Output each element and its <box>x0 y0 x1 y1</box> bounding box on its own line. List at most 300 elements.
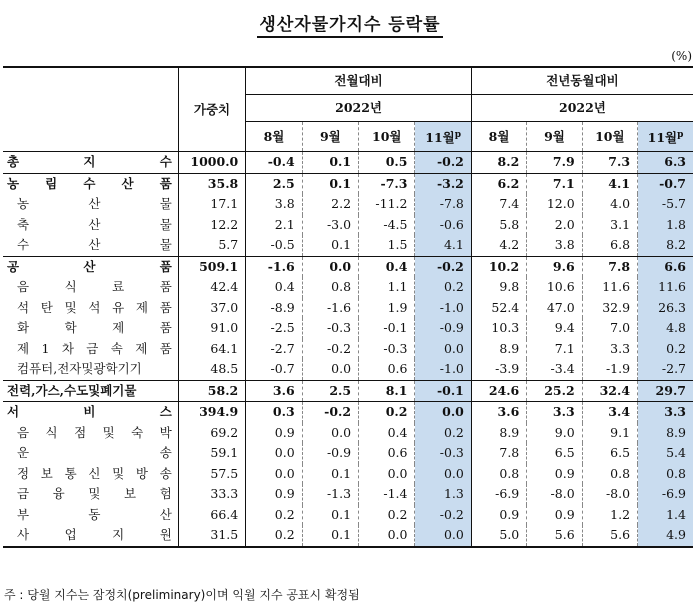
yoy-cell: 0.8 <box>471 464 526 485</box>
weight-cell: 57.5 <box>178 464 245 485</box>
yoy-cell: 9.1 <box>582 423 637 444</box>
mom-cell: -0.4 <box>246 152 302 174</box>
month-label: 10월 <box>595 128 625 144</box>
row-label <box>3 423 178 444</box>
yoy-cell: 9.0 <box>527 423 582 444</box>
weight-cell: 394.9 <box>178 402 245 423</box>
row-label <box>3 298 178 319</box>
yoy-cell: 52.4 <box>471 298 526 319</box>
row-label-part: 컴퓨터,전자및광학기기 <box>17 361 142 377</box>
mom-cell: -0.3 <box>302 318 358 339</box>
mom-cell: -0.2 <box>302 402 358 423</box>
row-label-part: 숙 <box>131 424 144 440</box>
mom-cell: -0.5 <box>246 235 302 256</box>
yoy-cell: 3.3 <box>527 402 582 423</box>
row-label-part: 축 <box>17 216 30 232</box>
row-label-part: 험 <box>159 486 172 502</box>
yoy-cell: 1.8 <box>638 215 693 236</box>
mom-cell: 0.6 <box>359 359 415 380</box>
mom-cell: -0.9 <box>415 318 471 339</box>
month-label: 9월 <box>544 128 565 144</box>
mom-cell: -0.7 <box>246 359 302 380</box>
header-yoy: 전년동월대비 <box>471 67 693 95</box>
yoy-cell: 24.6 <box>471 380 526 402</box>
row-label-part: 융 <box>52 486 65 502</box>
yoy-cell: 29.7 <box>638 380 693 402</box>
row-label-part: 물 <box>159 216 172 232</box>
row-label <box>3 194 178 215</box>
row-label <box>3 402 178 423</box>
row-label-part: 산 <box>88 196 101 212</box>
yoy-cell: 1.4 <box>638 505 693 526</box>
mom-cell: 0.0 <box>302 359 358 380</box>
row-label-part: 공 <box>7 258 20 274</box>
mom-cell: 4.1 <box>415 235 471 256</box>
mom-cell: 0.0 <box>415 402 471 423</box>
row-label <box>3 256 178 277</box>
row-label-part: 비 <box>83 404 96 420</box>
yoy-month-1 <box>471 122 526 152</box>
weight-cell: 12.2 <box>178 215 245 236</box>
yoy-cell: 7.1 <box>527 339 582 360</box>
yoy-cell: 7.0 <box>582 318 637 339</box>
mom-cell: -2.5 <box>246 318 302 339</box>
yoy-cell: 6.5 <box>582 443 637 464</box>
row-label-part: 스 <box>159 404 172 420</box>
yoy-cell: 6.2 <box>471 173 526 194</box>
row-label-part: 수 <box>17 237 30 253</box>
yoy-cell: 0.9 <box>527 505 582 526</box>
row-label-part: 료 <box>112 279 125 295</box>
mom-cell: 0.4 <box>246 277 302 298</box>
table-row <box>3 402 693 423</box>
yoy-cell: 4.2 <box>471 235 526 256</box>
mom-cell: -8.9 <box>246 298 302 319</box>
mom-cell: -1.0 <box>415 359 471 380</box>
mom-cell: 0.2 <box>246 505 302 526</box>
yoy-cell: 4.8 <box>638 318 693 339</box>
yoy-cell: 8.9 <box>471 423 526 444</box>
mom-cell: 0.2 <box>415 423 471 444</box>
table-row <box>3 423 693 444</box>
table-row <box>3 256 693 277</box>
yoy-cell: 0.2 <box>638 339 693 360</box>
yoy-cell: -3.9 <box>471 359 526 380</box>
row-label-part: 산 <box>83 258 96 274</box>
mom-cell: 0.9 <box>246 484 302 505</box>
yoy-cell: 6.3 <box>638 152 693 174</box>
yoy-cell: 3.4 <box>582 402 637 423</box>
table-row <box>3 359 693 380</box>
mom-cell: 0.9 <box>246 423 302 444</box>
mom-cell: 2.1 <box>246 215 302 236</box>
yoy-cell: 10.3 <box>471 318 526 339</box>
row-label-part: 업 <box>64 527 77 543</box>
yoy-cell: -8.0 <box>582 484 637 505</box>
mom-cell: 0.0 <box>359 464 415 485</box>
row-label-part: 운 <box>17 445 30 461</box>
row-label <box>3 173 178 194</box>
yoy-cell: 2.0 <box>527 215 582 236</box>
row-label-part: 송 <box>159 445 172 461</box>
row-label-part: 지 <box>83 154 96 170</box>
row-label-part: 속 <box>110 340 123 356</box>
row-label-part: 통 <box>64 465 77 481</box>
yoy-cell: -1.9 <box>582 359 637 380</box>
weight-cell: 31.5 <box>178 525 245 547</box>
yoy-cell: 0.8 <box>638 464 693 485</box>
mom-cell: 0.4 <box>359 423 415 444</box>
yoy-cell: 26.3 <box>638 298 693 319</box>
row-label-part: 방 <box>135 465 148 481</box>
row-label-part: 산 <box>159 506 172 522</box>
mom-cell: 2.5 <box>302 380 358 402</box>
yoy-cell: 8.2 <box>638 235 693 256</box>
mom-cell: 0.6 <box>359 443 415 464</box>
yoy-cell: 3.3 <box>582 339 637 360</box>
preliminary-mark: p <box>677 130 684 140</box>
yoy-cell: 0.8 <box>582 464 637 485</box>
weight-cell: 59.1 <box>178 443 245 464</box>
weight-cell: 1000.0 <box>178 152 245 174</box>
row-label-part: 수 <box>83 175 96 191</box>
mom-cell: 1.5 <box>359 235 415 256</box>
yoy-cell: 7.1 <box>527 173 582 194</box>
mom-cell: -1.4 <box>359 484 415 505</box>
yoy-cell: 10.2 <box>471 256 526 277</box>
row-label-part: 제 <box>112 320 125 336</box>
mom-cell: 0.5 <box>359 152 415 174</box>
mom-cell: 0.1 <box>302 152 358 174</box>
mom-cell: 0.0 <box>246 464 302 485</box>
row-label-part: 음 <box>17 279 30 295</box>
yoy-cell: 8.9 <box>638 423 693 444</box>
table-row <box>3 505 693 526</box>
yoy-cell: -0.7 <box>638 173 693 194</box>
weight-cell: 58.2 <box>178 380 245 402</box>
mom-cell: -0.1 <box>359 318 415 339</box>
header-mom: 전월대비 <box>246 67 472 95</box>
mom-cell: -0.2 <box>415 256 471 277</box>
month-label: 10월 <box>372 128 402 144</box>
row-label-part: 산 <box>88 216 101 232</box>
row-label-part: 점 <box>74 424 87 440</box>
weight-cell: 66.4 <box>178 505 245 526</box>
mom-cell: 0.3 <box>246 402 302 423</box>
mom-cell: -0.3 <box>359 339 415 360</box>
weight-cell: 33.3 <box>178 484 245 505</box>
row-label-part: 정 <box>17 465 30 481</box>
mom-cell: -3.0 <box>302 215 358 236</box>
row-label-part: 물 <box>159 237 172 253</box>
mom-cell: 1.1 <box>359 277 415 298</box>
mom-cell: -1.0 <box>415 298 471 319</box>
yoy-cell: -6.9 <box>471 484 526 505</box>
yoy-cell: 6.5 <box>527 443 582 464</box>
row-label <box>3 339 178 360</box>
mom-cell: -0.2 <box>302 339 358 360</box>
yoy-cell: -6.9 <box>638 484 693 505</box>
mom-cell: 0.2 <box>246 525 302 547</box>
header-year-mom: 2022년 <box>246 95 472 122</box>
mom-cell: 1.9 <box>359 298 415 319</box>
table-row <box>3 194 693 215</box>
yoy-cell: 5.6 <box>527 525 582 547</box>
row-label-part: 원 <box>159 527 172 543</box>
ppi-table <box>3 66 693 548</box>
month-label: 11월 <box>425 130 455 146</box>
yoy-cell: 7.9 <box>527 152 582 174</box>
yoy-cell: 4.0 <box>582 194 637 215</box>
yoy-cell: 10.6 <box>527 277 582 298</box>
yoy-cell: 8.9 <box>471 339 526 360</box>
yoy-cell: -8.0 <box>527 484 582 505</box>
row-label-part: 수 <box>159 154 172 170</box>
mom-cell: -0.3 <box>415 443 471 464</box>
yoy-month-4 <box>638 122 693 152</box>
yoy-cell: 5.6 <box>582 525 637 547</box>
footnote: 주 : 당월 지수는 잠정치(preliminary)이며 익월 지수 공표시 확정됨 <box>4 588 360 602</box>
header-weight: 가중치 <box>178 67 245 152</box>
row-label-part: 1 <box>41 340 50 356</box>
row-label-part: 림 <box>45 175 58 191</box>
yoy-cell: 3.8 <box>527 235 582 256</box>
mom-cell: 0.0 <box>359 525 415 547</box>
header-name-cell <box>3 67 178 152</box>
yoy-cell: 11.6 <box>638 277 693 298</box>
table-row <box>3 215 693 236</box>
row-label-part: 및 <box>64 299 77 315</box>
yoy-cell: 3.3 <box>638 402 693 423</box>
row-label-part: 송 <box>159 465 172 481</box>
mom-cell: -1.6 <box>302 298 358 319</box>
yoy-cell: 25.2 <box>527 380 582 402</box>
mom-cell: 2.2 <box>302 194 358 215</box>
unit-label: (%) <box>671 49 692 63</box>
mom-cell: -1.6 <box>246 256 302 277</box>
row-label-part: 총 <box>7 154 20 170</box>
month-label: 8월 <box>488 128 510 144</box>
mom-cell: -11.2 <box>359 194 415 215</box>
month-label: 9월 <box>319 128 341 144</box>
yoy-cell: -5.7 <box>638 194 693 215</box>
mom-month-3 <box>359 122 415 152</box>
yoy-cell: 1.2 <box>582 505 637 526</box>
table-row <box>3 277 693 298</box>
yoy-cell: 32.9 <box>582 298 637 319</box>
row-label-part: 금 <box>86 340 99 356</box>
mom-month-4 <box>415 122 471 152</box>
row-label <box>3 359 178 380</box>
mom-cell: 0.1 <box>302 464 358 485</box>
row-label-part: 물 <box>159 196 172 212</box>
yoy-cell: 5.8 <box>471 215 526 236</box>
yoy-cell: 7.4 <box>471 194 526 215</box>
table-row <box>3 464 693 485</box>
month-label: 11월 <box>647 130 678 146</box>
yoy-cell: 9.4 <box>527 318 582 339</box>
yoy-cell: 4.1 <box>582 173 637 194</box>
yoy-cell: 12.0 <box>527 194 582 215</box>
yoy-cell: 6.6 <box>638 256 693 277</box>
row-label-part: 및 <box>102 424 115 440</box>
mom-month-2 <box>302 122 358 152</box>
row-label-part: 제 <box>17 340 30 356</box>
weight-cell: 37.0 <box>178 298 245 319</box>
row-label <box>3 277 178 298</box>
row-label-part: 탄 <box>40 299 53 315</box>
mom-cell: 0.0 <box>246 443 302 464</box>
table-row <box>3 173 693 194</box>
row-label-part: 서 <box>7 404 20 420</box>
mom-cell: 0.1 <box>302 173 358 194</box>
mom-cell: -2.7 <box>246 339 302 360</box>
yoy-cell: 8.2 <box>471 152 526 174</box>
yoy-cell: 47.0 <box>527 298 582 319</box>
row-label-part: 석 <box>88 299 101 315</box>
mom-cell: -0.2 <box>415 505 471 526</box>
row-label-part: 차 <box>61 340 74 356</box>
mom-cell: 3.6 <box>246 380 302 402</box>
row-label-part: 및 <box>88 486 101 502</box>
mom-cell: -4.5 <box>359 215 415 236</box>
yoy-cell: 11.6 <box>582 277 637 298</box>
yoy-cell: 0.9 <box>527 464 582 485</box>
weight-cell: 91.0 <box>178 318 245 339</box>
table-row <box>3 525 693 547</box>
row-label-part: 보 <box>124 486 137 502</box>
row-label-part: 산 <box>88 237 101 253</box>
row-label-part: 박 <box>159 424 172 440</box>
row-label <box>3 484 178 505</box>
yoy-month-2 <box>527 122 582 152</box>
preliminary-mark: p <box>454 130 462 140</box>
row-label <box>3 464 178 485</box>
mom-cell: -0.1 <box>415 380 471 402</box>
header-year-yoy: 2022년 <box>471 95 693 122</box>
weight-cell: 17.1 <box>178 194 245 215</box>
row-label-part: 유 <box>112 299 125 315</box>
mom-cell: 1.3 <box>415 484 471 505</box>
mom-cell: 3.8 <box>246 194 302 215</box>
weight-cell: 48.5 <box>178 359 245 380</box>
row-label-part: 화 <box>17 320 30 336</box>
table-row <box>3 152 693 174</box>
weight-cell: 69.2 <box>178 423 245 444</box>
mom-cell: -3.2 <box>415 173 471 194</box>
row-label-part: 품 <box>159 320 172 336</box>
table-row <box>3 380 693 402</box>
yoy-cell: 4.9 <box>638 525 693 547</box>
weight-cell: 42.4 <box>178 277 245 298</box>
row-label-part: 품 <box>159 279 172 295</box>
row-label-part: 금 <box>17 486 30 502</box>
row-label-part: 보 <box>40 465 53 481</box>
table-row <box>3 235 693 256</box>
mom-cell: 2.5 <box>246 173 302 194</box>
row-label <box>3 215 178 236</box>
mom-cell: 0.2 <box>359 505 415 526</box>
row-label-part: 석 <box>17 299 30 315</box>
mom-cell: 0.8 <box>302 277 358 298</box>
mom-cell: 0.4 <box>359 256 415 277</box>
yoy-cell: 7.8 <box>471 443 526 464</box>
row-label-part: 농 <box>7 175 20 191</box>
yoy-cell: 9.8 <box>471 277 526 298</box>
mom-month-1 <box>246 122 302 152</box>
row-label-part: 식 <box>64 279 77 295</box>
row-label-part: 식 <box>45 424 58 440</box>
row-label-part: 전력,가스,수도및폐기물 <box>7 382 137 398</box>
yoy-cell: 6.8 <box>582 235 637 256</box>
mom-cell: 0.1 <box>302 525 358 547</box>
row-label-part: 품 <box>159 340 172 356</box>
row-label <box>3 505 178 526</box>
row-label-part: 동 <box>88 506 101 522</box>
mom-cell: -7.8 <box>415 194 471 215</box>
row-label-part: 지 <box>112 527 125 543</box>
yoy-cell: -2.7 <box>638 359 693 380</box>
row-label-part: 산 <box>121 175 134 191</box>
yoy-cell: 3.6 <box>471 402 526 423</box>
mom-cell: 0.0 <box>415 525 471 547</box>
row-label-part: 신 <box>88 465 101 481</box>
weight-cell: 64.1 <box>178 339 245 360</box>
row-label <box>3 318 178 339</box>
mom-cell: 0.1 <box>302 235 358 256</box>
yoy-month-3 <box>582 122 637 152</box>
mom-cell: 0.2 <box>359 402 415 423</box>
yoy-cell: 7.8 <box>582 256 637 277</box>
yoy-cell: 0.9 <box>471 505 526 526</box>
yoy-cell: 5.4 <box>638 443 693 464</box>
table-row <box>3 443 693 464</box>
weight-cell: 5.7 <box>178 235 245 256</box>
yoy-cell: 7.3 <box>582 152 637 174</box>
row-label <box>3 152 178 174</box>
table-row <box>3 484 693 505</box>
row-label-part: 품 <box>159 299 172 315</box>
row-label-part: 품 <box>159 175 172 191</box>
row-label-part: 품 <box>159 258 172 274</box>
mom-cell: 8.1 <box>359 380 415 402</box>
mom-cell: -7.3 <box>359 173 415 194</box>
row-label <box>3 235 178 256</box>
yoy-cell: 5.0 <box>471 525 526 547</box>
mom-cell: -1.3 <box>302 484 358 505</box>
row-label-part: 학 <box>64 320 77 336</box>
mom-cell: -0.2 <box>415 152 471 174</box>
page-title: 생산자물가지수 등락률 <box>0 10 700 35</box>
table-row <box>3 298 693 319</box>
row-label-part: 음 <box>17 424 30 440</box>
row-label-part: 제 <box>135 340 148 356</box>
row-label <box>3 525 178 547</box>
mom-cell: 0.0 <box>415 464 471 485</box>
row-label <box>3 380 178 402</box>
mom-cell: 0.2 <box>415 277 471 298</box>
table-row <box>3 339 693 360</box>
yoy-cell: 9.6 <box>527 256 582 277</box>
row-label-part: 제 <box>135 299 148 315</box>
mom-cell: 0.1 <box>302 505 358 526</box>
row-label <box>3 443 178 464</box>
yoy-cell: 3.1 <box>582 215 637 236</box>
mom-cell: -0.6 <box>415 215 471 236</box>
row-label-part: 부 <box>17 506 30 522</box>
row-label-part: 및 <box>112 465 125 481</box>
weight-cell: 35.8 <box>178 173 245 194</box>
